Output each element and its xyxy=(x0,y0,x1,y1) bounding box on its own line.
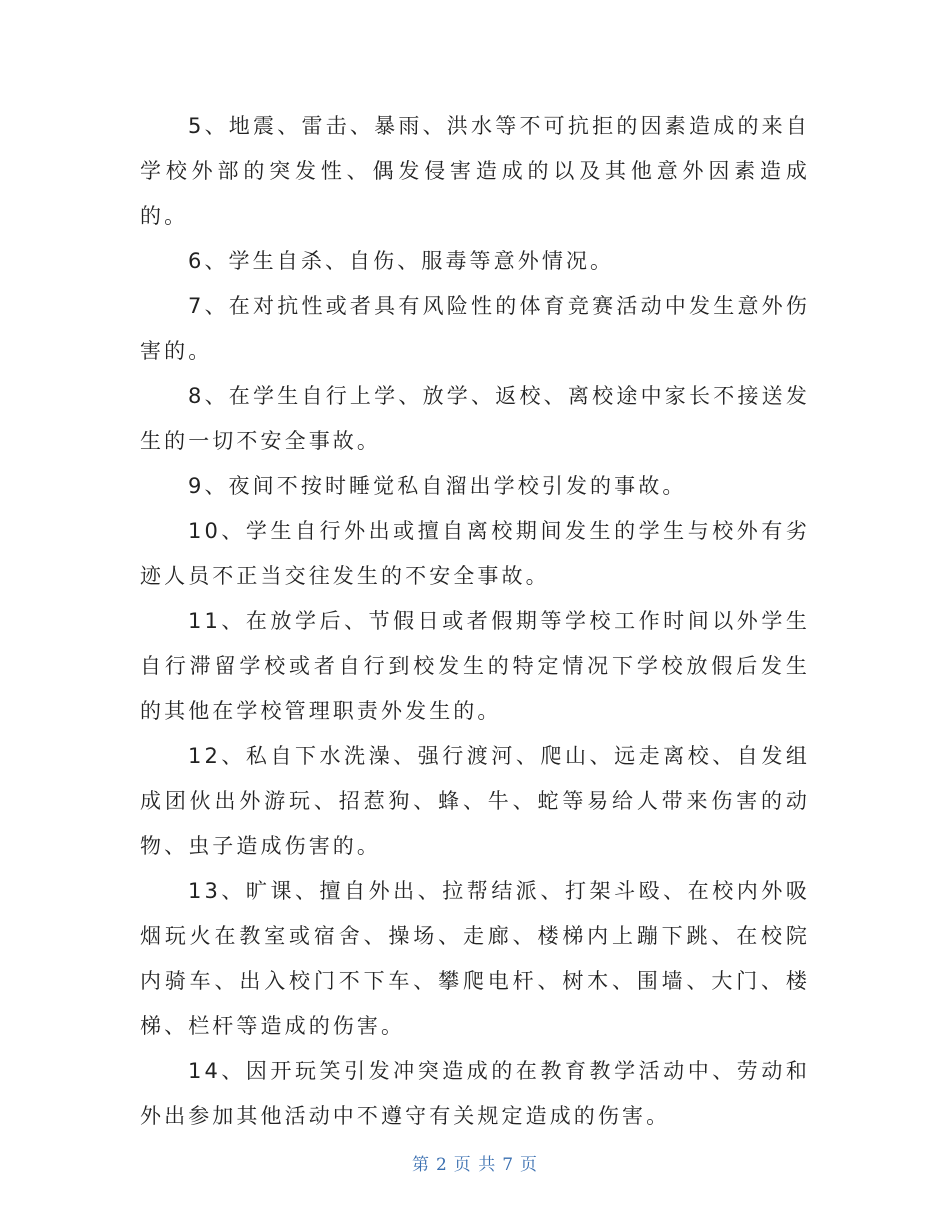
paragraph-item-13: 13、旷课、擅自外出、拉帮结派、打架斗殴、在校内外吸烟玩火在教室或宿舍、操场、走廊、楼梯内上蹦下跳、在校院内骑车、出入校门不下车、攀爬电杆、树木、围墙、大门、楼梯、栏杆等造成的伤害。 xyxy=(140,879,810,1038)
paragraph-item-14: 14、因开玩笑引发冲突造成的在教育教学活动中、劳动和外出参加其他活动中不遵守有关规定造成的伤害。 xyxy=(140,1059,810,1128)
footer-total-pages: 7 xyxy=(502,1155,515,1175)
footer-current-page: 2 xyxy=(435,1155,448,1175)
page-number-footer xyxy=(0,1150,950,1175)
document-body xyxy=(140,104,810,1139)
paragraph-item-10: 10、学生自行外出或擅自离校期间发生的学生与校外有劣迹人员不正当交往发生的不安全事故。 xyxy=(140,519,810,588)
footer-middle: 页 共 xyxy=(453,1155,497,1175)
footer-prefix: 第 xyxy=(411,1155,430,1175)
paragraph-item-5: 5、地震、雷击、暴雨、洪水等不可抗拒的因素造成的来自学校外部的突发性、偶发侵害造成的以及其他意外因素造成的。 xyxy=(140,114,810,228)
footer-suffix: 页 xyxy=(520,1155,539,1175)
paragraph-item-9: 9、夜间不按时睡觉私自溜出学校引发的事故。 xyxy=(188,474,687,498)
paragraph-item-11: 11、在放学后、节假日或者假期等学校工作时间以外学生自行滞留学校或者自行到校发生的特定情况下学校放假后发生的其他在学校管理职责外发生的。 xyxy=(140,609,810,723)
paragraph-item-6: 6、学生自杀、自伤、服毒等意外情况。 xyxy=(188,249,615,273)
paragraph-item-7: 7、在对抗性或者具有风险性的体育竞赛活动中发生意外伤害的。 xyxy=(140,294,810,363)
paragraph-item-12: 12、私自下水洗澡、强行渡河、爬山、远走离校、自发组成团伙出外游玩、招惹狗、蜂、牛、蛇等易给人带来伤害的动物、虫子造成伤害的。 xyxy=(140,744,810,858)
paragraph-item-8: 8、在学生自行上学、放学、返校、离校途中家长不接送发生的一切不安全事故。 xyxy=(140,384,810,453)
